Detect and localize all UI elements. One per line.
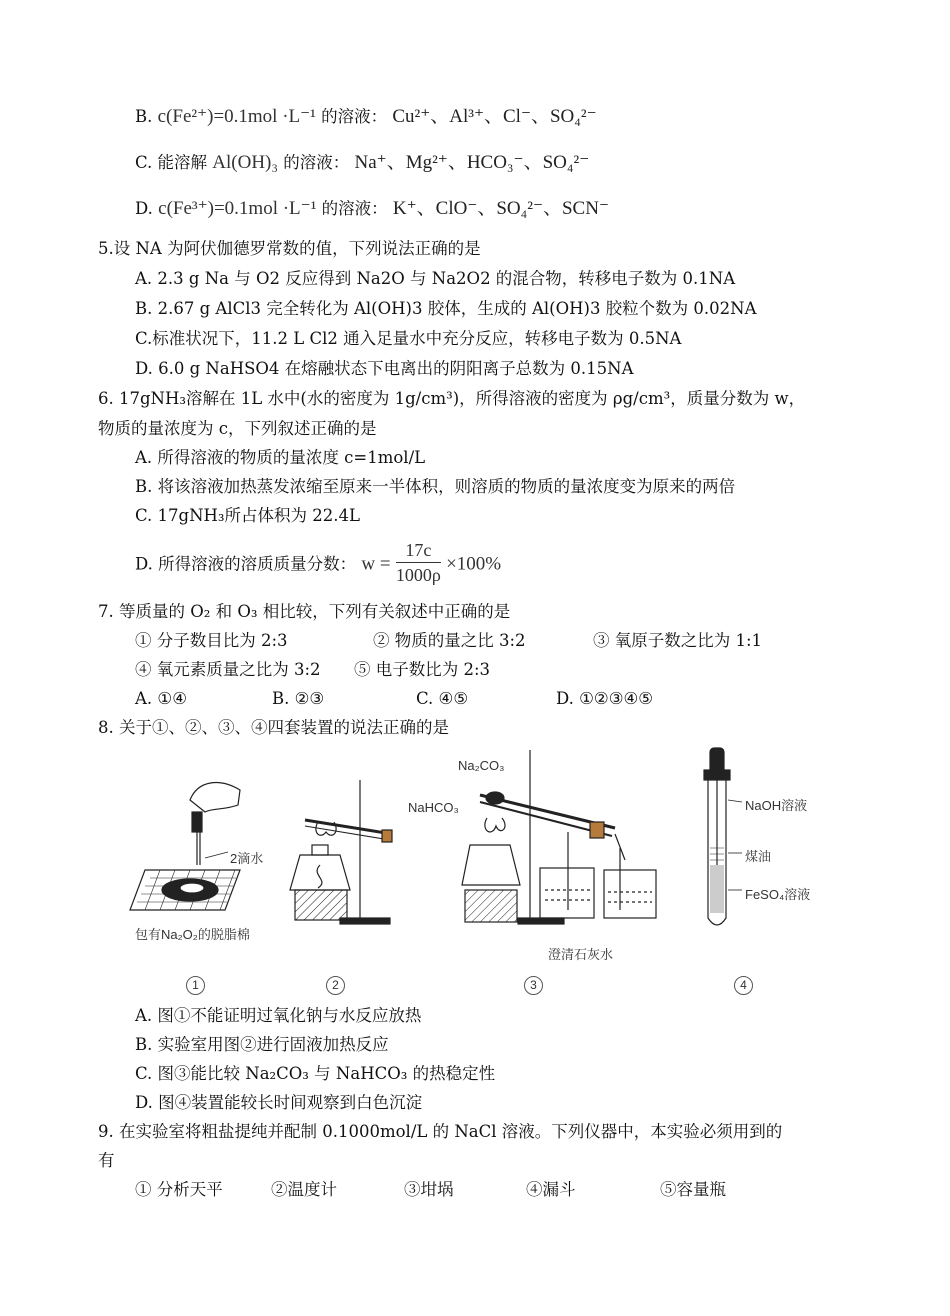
label-kerosene: 煤油 xyxy=(745,849,772,864)
figure-number-4: 4 xyxy=(734,976,753,995)
q7-statement-4: ④ 氧元素质量之比为 3:2 xyxy=(135,660,321,679)
q8-option-d: D. 图④装置能较长时间观察到白色沉淀 xyxy=(135,1093,423,1112)
q9-instrument-2: ②温度计 xyxy=(271,1180,337,1199)
q4-c-formula: Al(OH)₃ xyxy=(212,152,279,173)
q4-d-formula: c(Fe³⁺)=0.1mol ·L⁻¹ xyxy=(158,198,317,219)
q7-option-d: D. ①②③④⑤ xyxy=(556,689,654,708)
q7-statement-5: ⑤ 电子数比为 2:3 xyxy=(354,660,491,679)
q6-d-tail: ×100% xyxy=(446,553,502,575)
q7-option-a: A. ①④ xyxy=(135,689,187,708)
q8-option-b: B. 实验室用图②进行固液加热反应 xyxy=(135,1035,389,1054)
q8-option-a: A. 图①不能证明过氧化钠与水反应放热 xyxy=(135,1006,422,1025)
q6-stem-2: 物质的量浓度为 c，下列叙述正确的是 xyxy=(98,419,377,438)
q5-option-b: B. 2.67 g AlCl3 完全转化为 Al(OH)3 胶体，生成的 Al(OH)3 胶粒个数为 0.02NA xyxy=(135,299,757,318)
apparatus-figure xyxy=(0,740,950,1000)
figure-1-drawing xyxy=(130,783,240,910)
q7-statement-1: ① 分子数目比为 2:3 xyxy=(135,631,288,650)
q7-stem: 7. 等质量的 O₂ 和 O₃ 相比较，下列有关叙述中正确的是 xyxy=(98,602,511,621)
q6-d-numerator: 17c xyxy=(396,538,441,563)
q6-option-b: B. 将该溶液加热蒸发浓缩至原来一半体积，则溶质的物质的量浓度变为原来的两倍 xyxy=(135,477,736,496)
q9-instrument-1: ① 分析天平 xyxy=(135,1180,223,1199)
q4-c-ions: Na⁺、Mg²⁺、HCO₃⁻、SO₄²⁻ xyxy=(354,152,590,173)
q6-d-w: w = xyxy=(361,553,391,575)
label-naoh: NaOH溶液 xyxy=(745,798,808,813)
q4-option-c: C. 能溶解 Al(OH)₃ 的溶液： Na⁺、Mg²⁺、HCO₃⁻、SO₄²⁻ xyxy=(135,152,590,173)
q8-stem: 8. 关于①、②、③、④四套装置的说法正确的是 xyxy=(98,718,449,737)
q9-stem-1: 9. 在实验室将粗盐提纯并配制 0.1000mol/L 的 NaCl 溶液。下列仪器中，本实验必须用到的 xyxy=(98,1122,783,1141)
q6-d-fraction xyxy=(396,538,441,587)
q7-option-c: C. ④⑤ xyxy=(416,689,469,708)
q7-option-b: B. ②③ xyxy=(272,689,325,708)
q9-instrument-4: ④漏斗 xyxy=(526,1180,576,1199)
q4-option-b: B. c(Fe²⁺)=0.1mol ·L⁻¹ 的溶液： Cu²⁺、Al³⁺、Cl⁻、SO₄²⁻ xyxy=(135,106,597,127)
q6-option-d: D. 所得溶液的溶质质量分数： w = $\frac{17c}{1000\rho}$ ×100% xyxy=(135,540,502,585)
q6-stem-1: 6. 17gNH₃溶解在 1L 水中(水的密度为 1g/cm³)，所得溶液的密度为 ρg/cm³，质量分数为 w， xyxy=(98,389,806,408)
q9-instrument-5: ⑤容量瓶 xyxy=(660,1180,726,1199)
label-feso4: FeSO₄溶液 xyxy=(745,887,811,902)
label-nahco3: NaHCO₃ xyxy=(408,800,459,815)
label-cotton: 包有Na₂O₂的脱脂棉 xyxy=(135,927,250,942)
q5-option-d: D. 6.0 g NaHSO4 在熔融状态下电离出的阴阳离子总数为 0.15NA xyxy=(135,359,634,378)
q9-stem-2: 有 xyxy=(98,1151,115,1170)
figure-number-2: 2 xyxy=(326,976,345,995)
q8-option-c: C. 图③能比较 Na₂CO₃ 与 NaHCO₃ 的热稳定性 xyxy=(135,1064,496,1083)
q6-option-a: A. 所得溶液的物质的量浓度 c=1mol/L xyxy=(135,448,426,467)
figure-2-drawing xyxy=(290,780,392,924)
label-water: 2滴水 xyxy=(230,851,264,866)
q4-b-ions: Cu²⁺、Al³⁺、Cl⁻、SO₄²⁻ xyxy=(392,106,597,127)
label-limewater: 澄清石灰水 xyxy=(548,947,614,962)
q7-statement-2: ② 物质的量之比 3:2 xyxy=(373,631,526,650)
figure-3-drawing xyxy=(462,750,656,924)
q9-instrument-3: ③坩埚 xyxy=(404,1180,454,1199)
q6-option-c: C. 17gNH₃所占体积为 22.4L xyxy=(135,506,360,525)
q4-d-ions: K⁺、ClO⁻、SO₄²⁻、SCN⁻ xyxy=(392,198,609,219)
q6-d-denominator: 1000ρ xyxy=(395,565,441,585)
q5-stem: 5.设 NA 为阿伏伽德罗常数的值，下列说法正确的是 xyxy=(98,239,481,258)
figure-number-3: 3 xyxy=(524,976,543,995)
label-na2co3: Na₂CO₃ xyxy=(458,758,505,773)
figure-4-drawing xyxy=(704,748,742,925)
q4-option-d: D. c(Fe³⁺)=0.1mol ·L⁻¹ 的溶液： K⁺、ClO⁻、SO₄²⁻、SCN⁻ xyxy=(135,198,609,219)
q5-option-a: A. 2.3 g Na 与 O2 反应得到 Na2O 与 Na2O2 的混合物，转移电子数为 0.1NA xyxy=(135,269,736,288)
q4-b-formula: c(Fe²⁺)=0.1mol ·L⁻¹ xyxy=(157,106,316,127)
q7-statement-3: ③ 氧原子数之比为 1:1 xyxy=(593,631,763,650)
q5-option-c: C.标准状况下，11.2 L Cl2 通入足量水中充分反应，转移电子数为 0.5NA xyxy=(135,329,682,348)
figure-number-1: 1 xyxy=(186,976,205,995)
